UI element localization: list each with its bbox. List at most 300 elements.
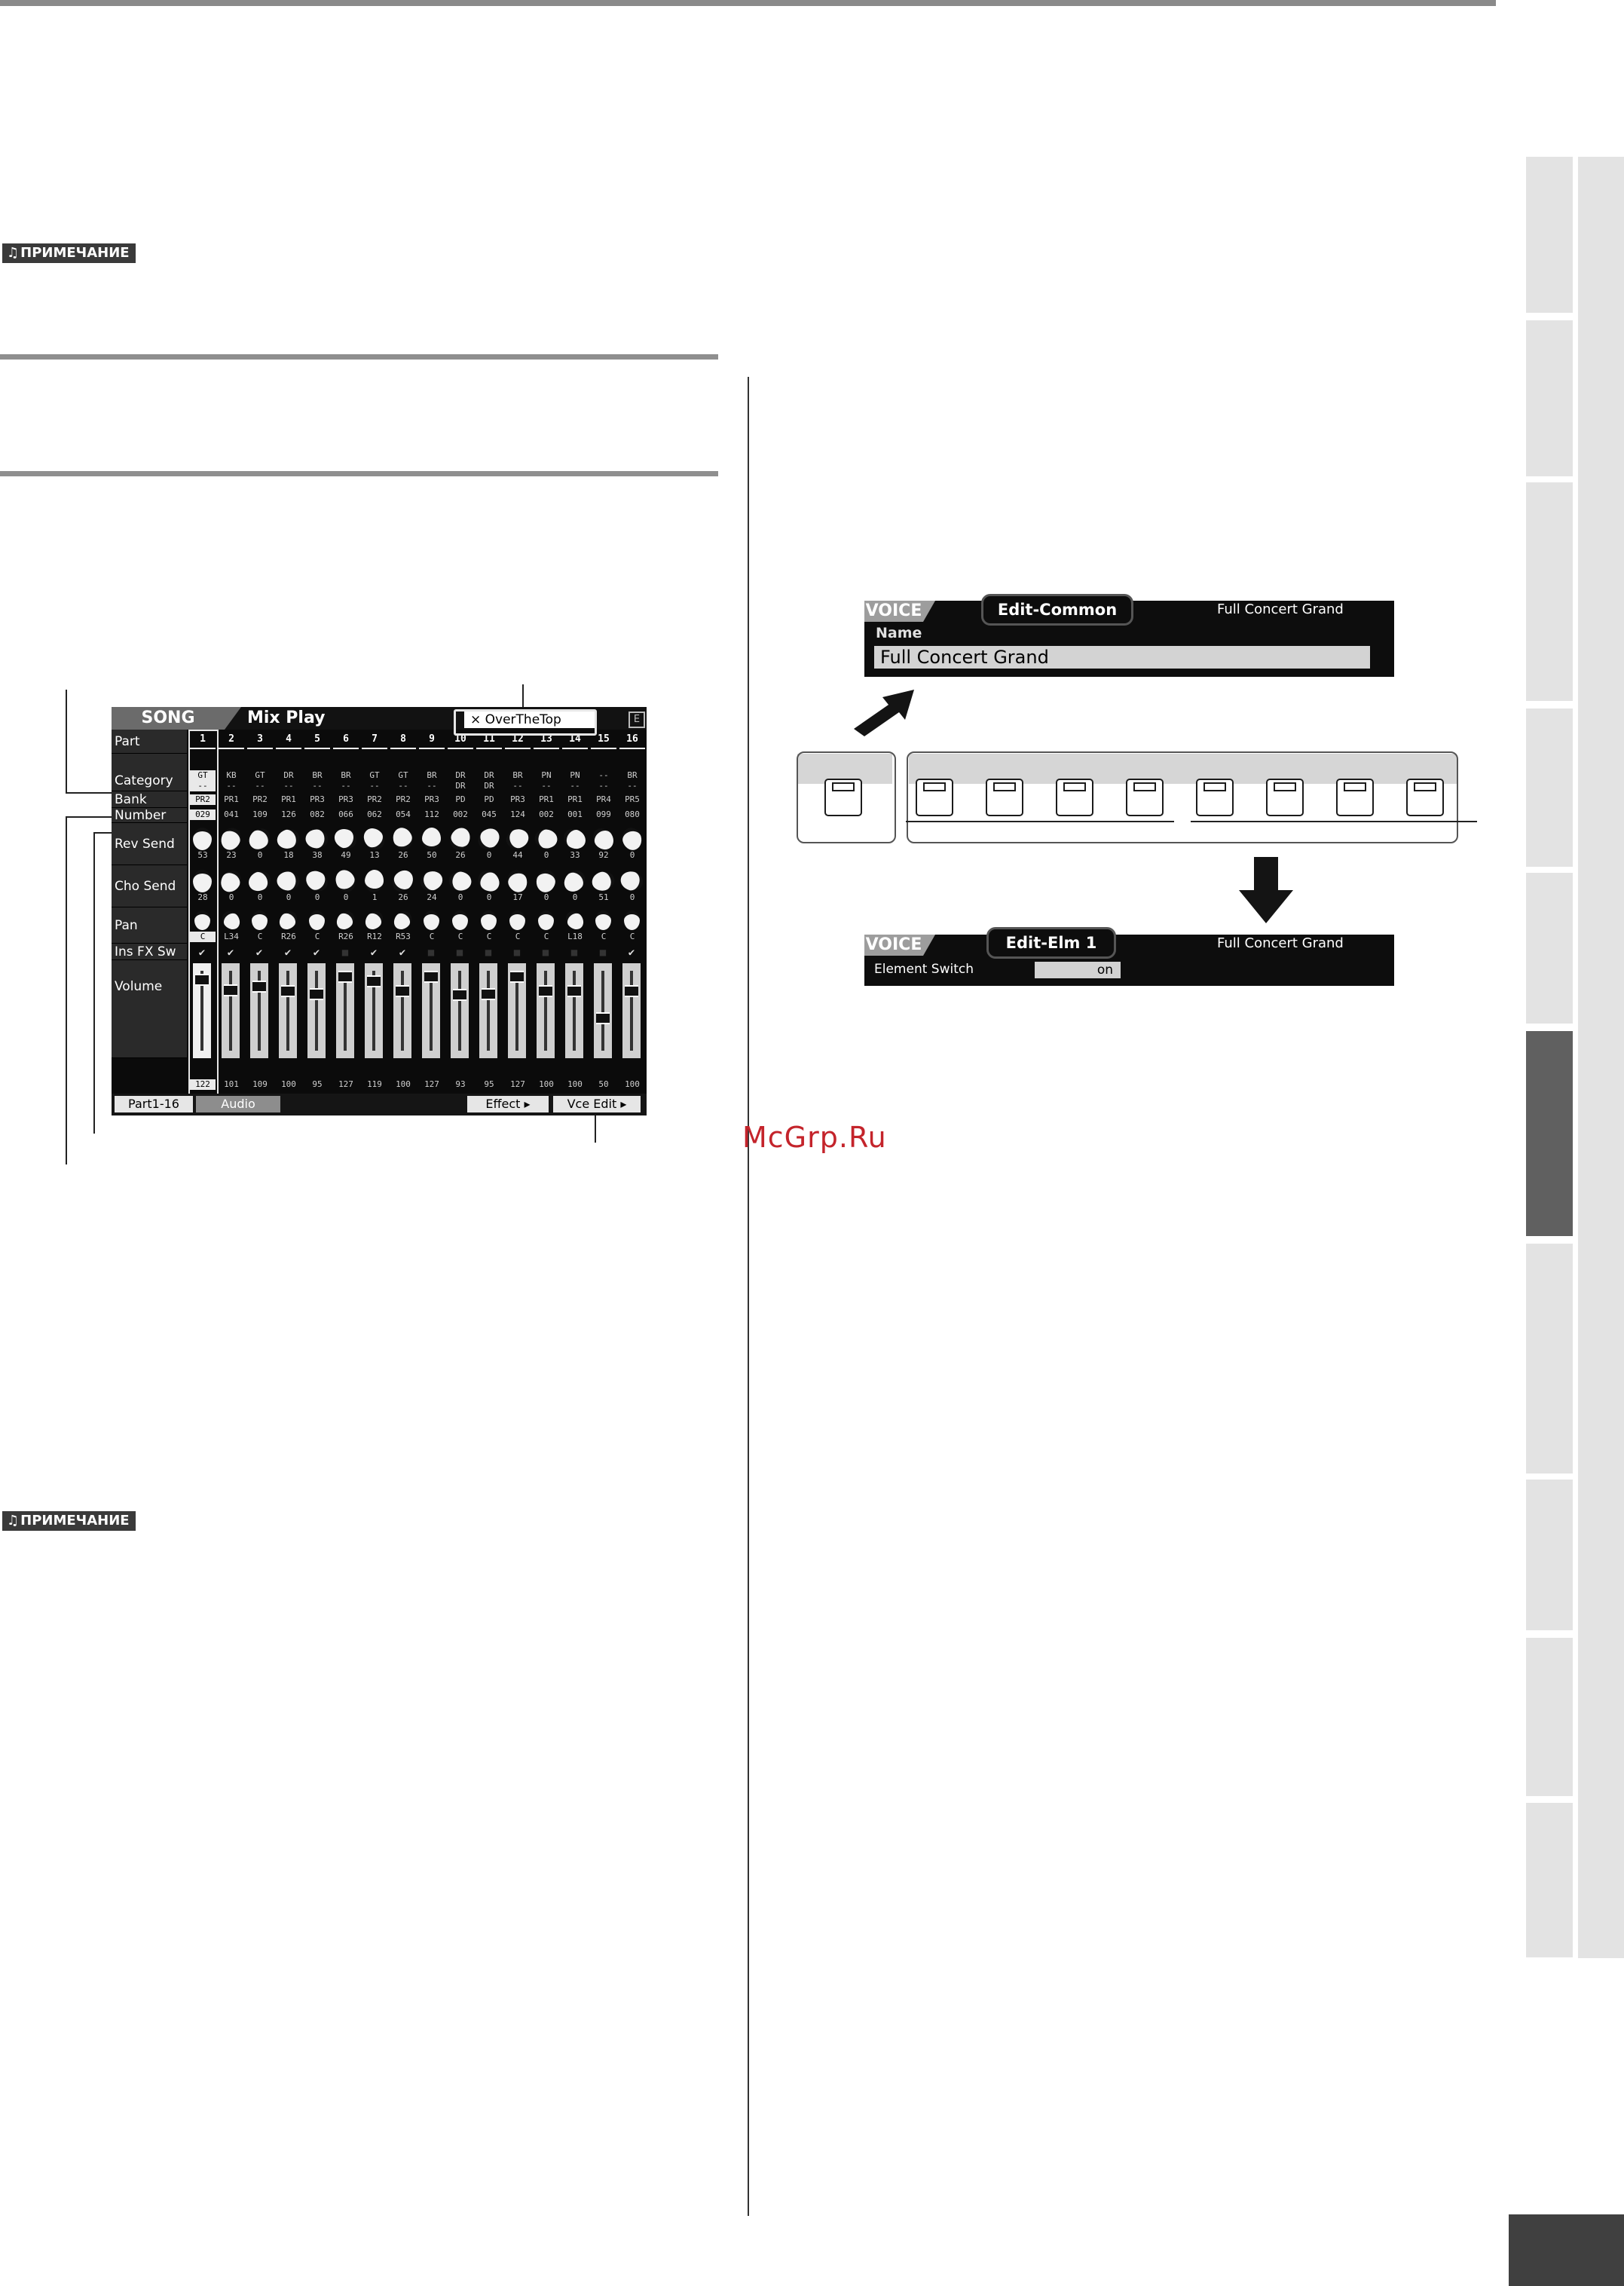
volume-value: 101	[224, 1079, 239, 1089]
category-main[interactable]: GT	[398, 770, 408, 780]
category-main[interactable]: BR	[512, 770, 523, 780]
volume-value: 122	[190, 1079, 216, 1090]
fader-cap-icon[interactable]	[224, 984, 237, 996]
unchecked-box-icon[interactable]: ■	[542, 947, 549, 959]
checkmark-icon[interactable]: ✔	[313, 947, 320, 959]
song-name-highlight	[454, 709, 597, 736]
cho-send-value: 0	[314, 892, 320, 902]
song-name-field[interactable]: × OverTheTop	[464, 712, 597, 728]
bank-value[interactable]: PR2	[252, 794, 268, 804]
element-edit-button[interactable]	[1056, 779, 1093, 816]
unchecked-box-icon[interactable]: ■	[599, 947, 607, 959]
cho-send-value: 51	[598, 892, 609, 902]
category-main[interactable]: GT	[369, 770, 380, 780]
pan-knob-icon[interactable]	[509, 910, 525, 930]
category-main[interactable]: KB	[226, 770, 237, 780]
cho-send-knob-icon[interactable]	[560, 867, 589, 896]
voice-edit-element-screen	[864, 935, 1394, 986]
volume-value: 100	[396, 1079, 411, 1089]
cho-send-knob-icon[interactable]	[193, 870, 212, 892]
unchecked-box-icon[interactable]: ■	[341, 947, 349, 959]
rev-send-value: 53	[197, 850, 208, 860]
element-edit-button[interactable]	[1266, 779, 1304, 816]
volume-value: 127	[424, 1079, 439, 1089]
bank-value[interactable]: PR2	[367, 794, 382, 804]
cho-send-value: 0	[457, 892, 463, 902]
pan-knob-icon[interactable]	[219, 907, 243, 932]
element-edit-button[interactable]	[916, 779, 953, 816]
category-main[interactable]: GT	[190, 770, 216, 781]
fader-cap-icon[interactable]	[482, 988, 495, 1000]
part-number[interactable]: 15	[591, 734, 616, 749]
pan-value: C	[190, 932, 216, 942]
pan-value: R26	[338, 932, 353, 941]
pan-value: C	[257, 932, 263, 941]
vce-edit-label: Vce Edit	[567, 1097, 617, 1111]
bank-value[interactable]: PD	[455, 794, 466, 804]
rev-send-value: 0	[257, 850, 263, 860]
fader-cap-icon[interactable]	[625, 985, 638, 997]
number-value[interactable]: 126	[281, 809, 296, 819]
cho-send-value: 0	[572, 892, 578, 902]
fader-cap-icon[interactable]	[596, 1012, 610, 1024]
part-number[interactable]: 16	[619, 734, 645, 749]
section-rule-top	[0, 354, 718, 360]
row-label-bank: Bank	[112, 791, 187, 808]
cho-send-knob-icon[interactable]	[217, 867, 245, 896]
cho-send-value: 26	[398, 892, 408, 902]
rev-send-knob-icon[interactable]	[218, 825, 244, 852]
part-number[interactable]: 12	[505, 734, 531, 749]
callout-song-name	[522, 684, 524, 708]
pan-value: C	[629, 932, 635, 941]
category-main[interactable]: BR	[341, 770, 351, 780]
cho-send-value: 0	[343, 892, 349, 902]
bank-value[interactable]: PR3	[310, 794, 325, 804]
side-tab-2[interactable]	[1526, 320, 1573, 476]
element-edit-button[interactable]	[1196, 779, 1234, 816]
bank-value[interactable]: PR3	[338, 794, 353, 804]
cho-send-knob-icon[interactable]	[448, 870, 473, 892]
rev-send-value: 0	[486, 850, 492, 860]
category-sub: --	[427, 781, 437, 791]
cho-send-value: 0	[228, 892, 234, 902]
part-number[interactable]: 8	[390, 734, 416, 749]
element-edit-button[interactable]	[986, 779, 1023, 816]
pan-value: C	[457, 932, 463, 941]
checkmark-icon[interactable]: ✔	[255, 947, 263, 959]
category-main[interactable]: DR	[455, 770, 466, 780]
callout-vce-edit	[595, 1114, 596, 1143]
number-value[interactable]: 002	[539, 809, 554, 819]
volume-value: 109	[252, 1079, 268, 1089]
voice-name: Full Concert Grand	[1217, 601, 1344, 617]
part-number[interactable]: 9	[419, 734, 445, 749]
checkmark-icon[interactable]: ✔	[227, 947, 234, 959]
pan-knob-icon[interactable]	[194, 910, 210, 930]
voice-mode-label: VOICE	[865, 935, 922, 954]
category-sub: --	[226, 781, 237, 791]
cho-send-knob-icon[interactable]	[388, 866, 417, 895]
cho-send-knob-icon[interactable]	[332, 867, 359, 895]
cho-send-knob-icon[interactable]	[277, 871, 300, 892]
volume-value: 127	[510, 1079, 525, 1089]
category-sub: --	[627, 781, 638, 791]
row-label-cho-send: Cho Send	[112, 865, 187, 907]
pan-value: R53	[396, 932, 411, 941]
cho-send-knob-icon[interactable]	[245, 868, 274, 895]
part-number[interactable]: 4	[276, 734, 301, 749]
side-tab-5[interactable]	[1526, 873, 1573, 1024]
category-main[interactable]: DR	[283, 770, 294, 780]
e-indicator-icon: E	[628, 712, 645, 728]
bank-value[interactable]: PD	[484, 794, 494, 804]
fader-cap-icon[interactable]	[567, 985, 581, 997]
rev-send-knob-icon[interactable]	[245, 825, 274, 854]
pan-value: C	[429, 932, 435, 941]
fader-cap-icon[interactable]	[195, 974, 209, 986]
pan-knob-icon[interactable]	[390, 907, 415, 932]
cho-send-value: 0	[257, 892, 263, 902]
fader-cap-icon[interactable]	[424, 971, 438, 983]
category-sub: --	[570, 781, 580, 791]
volume-value: 50	[598, 1079, 609, 1089]
name-field[interactable]: Full Concert Grand	[874, 646, 1370, 669]
voice-name: Full Concert Grand	[1217, 935, 1344, 951]
volume-value: 95	[484, 1079, 494, 1089]
cho-send-knob-icon[interactable]	[302, 867, 332, 895]
row-label-category: Category	[112, 754, 187, 791]
rev-send-knob-icon[interactable]	[359, 824, 389, 853]
callout-category-h	[66, 792, 115, 794]
top-rule	[0, 0, 1496, 6]
screen-title: Mix Play	[247, 708, 326, 727]
number-value[interactable]: 066	[338, 809, 353, 819]
rev-send-value: 44	[512, 850, 523, 860]
fader-slot	[458, 971, 461, 1051]
pan-value: R26	[281, 932, 296, 941]
rev-send-knob-icon[interactable]	[474, 825, 503, 853]
rev-send-value: 33	[570, 850, 580, 860]
pan-knob-icon[interactable]	[362, 907, 387, 932]
cho-send-value: 28	[197, 892, 208, 902]
part-number[interactable]: 13	[534, 734, 559, 749]
checkmark-icon[interactable]: ✔	[399, 947, 406, 959]
bank-value[interactable]: PR3	[424, 794, 439, 804]
bank-value[interactable]: PR5	[625, 794, 640, 804]
unchecked-box-icon[interactable]: ■	[513, 947, 521, 959]
cho-send-knob-icon[interactable]	[505, 868, 530, 895]
element-switch-value[interactable]: on	[1035, 962, 1121, 978]
rev-send-knob-icon[interactable]	[390, 825, 415, 853]
rev-send-value: 49	[341, 850, 351, 860]
number-value[interactable]: 054	[396, 809, 411, 819]
rev-send-value: 23	[226, 850, 237, 860]
category-main[interactable]: BR	[427, 770, 437, 780]
arrow-down-icon	[1236, 857, 1296, 926]
pan-knob-icon[interactable]	[424, 910, 439, 930]
rev-send-knob-icon[interactable]	[620, 825, 644, 852]
pan-value: C	[314, 932, 320, 941]
pan-value: C	[486, 932, 492, 941]
fader-slot	[315, 971, 318, 1051]
rev-send-knob-icon[interactable]	[305, 829, 329, 849]
number-value[interactable]: 109	[252, 809, 268, 819]
unchecked-box-icon[interactable]: ■	[485, 947, 492, 959]
bank-value[interactable]: PR2	[190, 794, 216, 805]
pan-knob-icon[interactable]	[595, 910, 611, 930]
side-tab-7[interactable]	[1526, 1244, 1573, 1474]
category-sub: DR	[484, 781, 494, 791]
cho-send-knob-icon[interactable]	[417, 868, 445, 894]
category-sub: --	[512, 781, 523, 791]
cho-send-knob-icon[interactable]	[364, 869, 385, 893]
category-sub: --	[283, 781, 294, 791]
element-edit-button[interactable]	[1336, 779, 1374, 816]
volume-value: 100	[625, 1079, 640, 1089]
bank-value[interactable]: PR2	[396, 794, 411, 804]
checkmark-icon[interactable]: ✔	[284, 947, 292, 959]
rev-send-knob-icon[interactable]	[589, 824, 617, 853]
cho-send-value: 1	[372, 892, 378, 902]
cho-send-value: 0	[629, 892, 635, 902]
checkmark-icon[interactable]: ✔	[198, 947, 206, 959]
unchecked-box-icon[interactable]: ■	[456, 947, 463, 959]
checkmark-icon[interactable]: ✔	[370, 947, 378, 959]
vce-edit-button[interactable]	[553, 1096, 641, 1112]
mode-label: SONG	[112, 707, 225, 730]
cho-send-value: 0	[286, 892, 292, 902]
bank-value[interactable]: PR1	[224, 794, 239, 804]
number-value[interactable]: 124	[510, 809, 525, 819]
page-number-box	[1509, 2214, 1624, 2286]
pan-knob-icon[interactable]	[252, 910, 268, 930]
part-number[interactable]: 5	[304, 734, 330, 749]
watermark: McGrp.Ru	[742, 1121, 887, 1154]
note-badge-2	[2, 1511, 136, 1531]
row-label-part: Part	[112, 730, 187, 754]
row-label-volume: Volume	[112, 960, 187, 1058]
pan-knob-icon[interactable]	[309, 910, 325, 930]
number-value[interactable]: 080	[625, 809, 640, 819]
voice-edit-common-screen	[864, 601, 1394, 677]
music-note-icon: ♫	[7, 1513, 20, 1529]
part-number[interactable]: 3	[247, 734, 273, 749]
side-tab-8[interactable]	[1526, 1480, 1573, 1630]
rev-send-knob-icon[interactable]	[504, 827, 531, 852]
category-sub: --	[598, 781, 609, 791]
category-main[interactable]: BR	[312, 770, 323, 780]
number-value[interactable]: 112	[424, 809, 439, 819]
rev-send-value: 13	[369, 850, 380, 860]
side-tab-10[interactable]	[1526, 1803, 1573, 1957]
row-label-rev-send: Rev Send	[112, 823, 187, 865]
category-main[interactable]: PN	[570, 770, 580, 780]
volume-value: 100	[539, 1079, 554, 1089]
part-number[interactable]: 10	[448, 734, 473, 749]
category-main[interactable]: PN	[541, 770, 552, 780]
bank-value[interactable]: PR1	[539, 794, 554, 804]
pan-knob-icon[interactable]	[452, 910, 468, 930]
mode-tab-edge	[923, 935, 935, 956]
edit-element-tab[interactable]: Edit-Elm 1	[986, 927, 1116, 959]
number-value[interactable]: 029	[190, 809, 216, 820]
volume-value: 100	[281, 1079, 296, 1089]
note-badge	[2, 243, 136, 263]
unchecked-box-icon[interactable]: ■	[427, 947, 435, 959]
rev-send-value: 26	[455, 850, 466, 860]
category-sub: --	[541, 781, 552, 791]
fader-cap-icon[interactable]	[281, 985, 295, 997]
unchecked-box-icon[interactable]: ■	[570, 947, 578, 959]
checkmark-icon[interactable]: ✔	[628, 947, 635, 959]
category-sub: --	[369, 781, 380, 791]
pan-value: C	[543, 932, 549, 941]
fader-cap-icon[interactable]	[539, 985, 552, 997]
pan-knob-icon[interactable]	[481, 910, 497, 930]
column-separator	[748, 377, 749, 2216]
fader-slot	[601, 971, 604, 1051]
rev-send-knob-icon[interactable]	[274, 826, 302, 852]
fader-cap-icon[interactable]	[396, 985, 409, 997]
volume-value: 127	[338, 1079, 353, 1089]
volume-value: 119	[367, 1079, 382, 1089]
bank-value[interactable]: PR1	[281, 794, 296, 804]
part-number[interactable]: 11	[476, 734, 502, 749]
pan-knob-icon[interactable]	[538, 910, 554, 930]
part-number[interactable]: 6	[333, 734, 359, 749]
part-number[interactable]: 7	[362, 734, 387, 749]
mode-tab-edge	[923, 601, 935, 622]
number-value[interactable]: 001	[567, 809, 583, 819]
number-value[interactable]: 099	[596, 809, 611, 819]
category-sub: DR	[455, 781, 466, 791]
fader-cap-icon[interactable]	[510, 971, 524, 983]
callout-bank-h	[66, 816, 115, 818]
side-tab-1[interactable]	[1526, 157, 1573, 313]
part-number[interactable]: 2	[219, 734, 244, 749]
number-value[interactable]: 002	[453, 809, 468, 819]
tab-audio[interactable]: Audio	[196, 1096, 280, 1112]
category-main[interactable]: BR	[627, 770, 638, 780]
callout-bank	[66, 816, 67, 1164]
bank-value[interactable]: PR1	[567, 794, 583, 804]
element-edit-button[interactable]	[1406, 779, 1444, 816]
category-main[interactable]: DR	[484, 770, 494, 780]
number-value[interactable]: 045	[482, 809, 497, 819]
fader-slot	[573, 971, 576, 1051]
song-mix-play-screen	[112, 707, 647, 1115]
category-main[interactable]: --	[598, 770, 609, 780]
volume-value: 93	[455, 1079, 466, 1089]
row-label-ins-fx-sw: Ins FX Sw	[112, 944, 187, 960]
cho-send-knob-icon[interactable]	[619, 869, 645, 893]
cho-send-value: 24	[427, 892, 437, 902]
rev-send-knob-icon[interactable]	[193, 828, 212, 850]
rev-send-knob-icon[interactable]	[421, 827, 442, 851]
rev-send-knob-icon[interactable]	[447, 825, 474, 853]
fader-cap-icon[interactable]	[252, 981, 266, 993]
side-tab-9[interactable]	[1526, 1638, 1573, 1796]
rev-send-knob-icon[interactable]	[332, 825, 360, 852]
edit-common-tab[interactable]: Edit-Common	[981, 594, 1133, 626]
rev-send-value: 18	[283, 850, 294, 860]
part-number[interactable]: 14	[562, 734, 588, 749]
pan-value: C	[601, 932, 607, 941]
arrow-right-icon: ▸	[620, 1097, 627, 1111]
category-sub: --	[341, 781, 351, 791]
cho-send-knob-icon[interactable]	[590, 869, 617, 893]
rev-send-value: 26	[398, 850, 408, 860]
effect-button[interactable]	[467, 1096, 549, 1112]
cho-send-knob-icon[interactable]	[474, 867, 503, 895]
bank-value[interactable]: PR4	[596, 794, 611, 804]
fader-cap-icon[interactable]	[310, 988, 323, 1000]
music-note-icon: ♫	[7, 245, 20, 261]
pan-knob-icon[interactable]	[276, 907, 301, 932]
callout-category	[66, 690, 67, 794]
pan-knob-icon[interactable]	[562, 907, 587, 932]
fader-slot	[401, 971, 404, 1051]
side-tab-3[interactable]	[1526, 482, 1573, 701]
note-label: ПРИМЕЧАНИЕ	[20, 245, 130, 261]
arrow-right-icon: ▸	[524, 1097, 531, 1111]
common-edit-button[interactable]	[824, 779, 862, 816]
tab-part1-16[interactable]: Part1-16	[115, 1096, 193, 1112]
pan-knob-icon[interactable]	[333, 907, 358, 932]
rev-send-value: 0	[629, 850, 635, 860]
fader-slot	[487, 971, 490, 1051]
number-value[interactable]: 082	[310, 809, 325, 819]
bank-value[interactable]: PR3	[510, 794, 525, 804]
pan-knob-icon[interactable]	[624, 910, 640, 930]
section-rule-bottom	[0, 471, 718, 476]
pan-value: L18	[567, 932, 583, 941]
rev-send-knob-icon[interactable]	[560, 825, 589, 852]
volume-value: 100	[567, 1079, 583, 1089]
cho-send-value: 0	[543, 892, 549, 902]
fader-cap-icon[interactable]	[453, 989, 466, 1001]
callout-number	[93, 832, 95, 1134]
fader-slot	[544, 971, 547, 1051]
rev-send-knob-icon[interactable]	[534, 828, 558, 849]
number-value[interactable]: 041	[224, 809, 239, 819]
voice-mode-label: VOICE	[865, 601, 922, 620]
part-number[interactable]: 1	[190, 734, 216, 749]
pan-value: C	[515, 932, 521, 941]
fader-slot	[630, 971, 633, 1051]
fader-cap-icon[interactable]	[367, 975, 381, 987]
element-edit-button[interactable]	[1126, 779, 1164, 816]
callout-elements-right	[1191, 821, 1477, 822]
fader-cap-icon[interactable]	[338, 971, 352, 983]
side-tab-active[interactable]	[1526, 1031, 1573, 1236]
rev-send-value: 92	[598, 850, 609, 860]
side-tab-4[interactable]	[1526, 708, 1573, 867]
mode-tab-edge	[225, 707, 241, 730]
category-main[interactable]: GT	[255, 770, 265, 780]
callout-elements-left	[906, 821, 1174, 822]
cho-send-knob-icon[interactable]	[534, 868, 558, 895]
category-sub: --	[255, 781, 265, 791]
row-label-number: Number	[112, 808, 187, 823]
category-sub: --	[312, 781, 323, 791]
number-value[interactable]: 062	[367, 809, 382, 819]
rev-send-value: 0	[543, 850, 549, 860]
effect-label: Effect	[485, 1097, 521, 1111]
row-label-pan: Pan	[112, 907, 187, 944]
arrow-up-right-icon	[848, 682, 931, 750]
